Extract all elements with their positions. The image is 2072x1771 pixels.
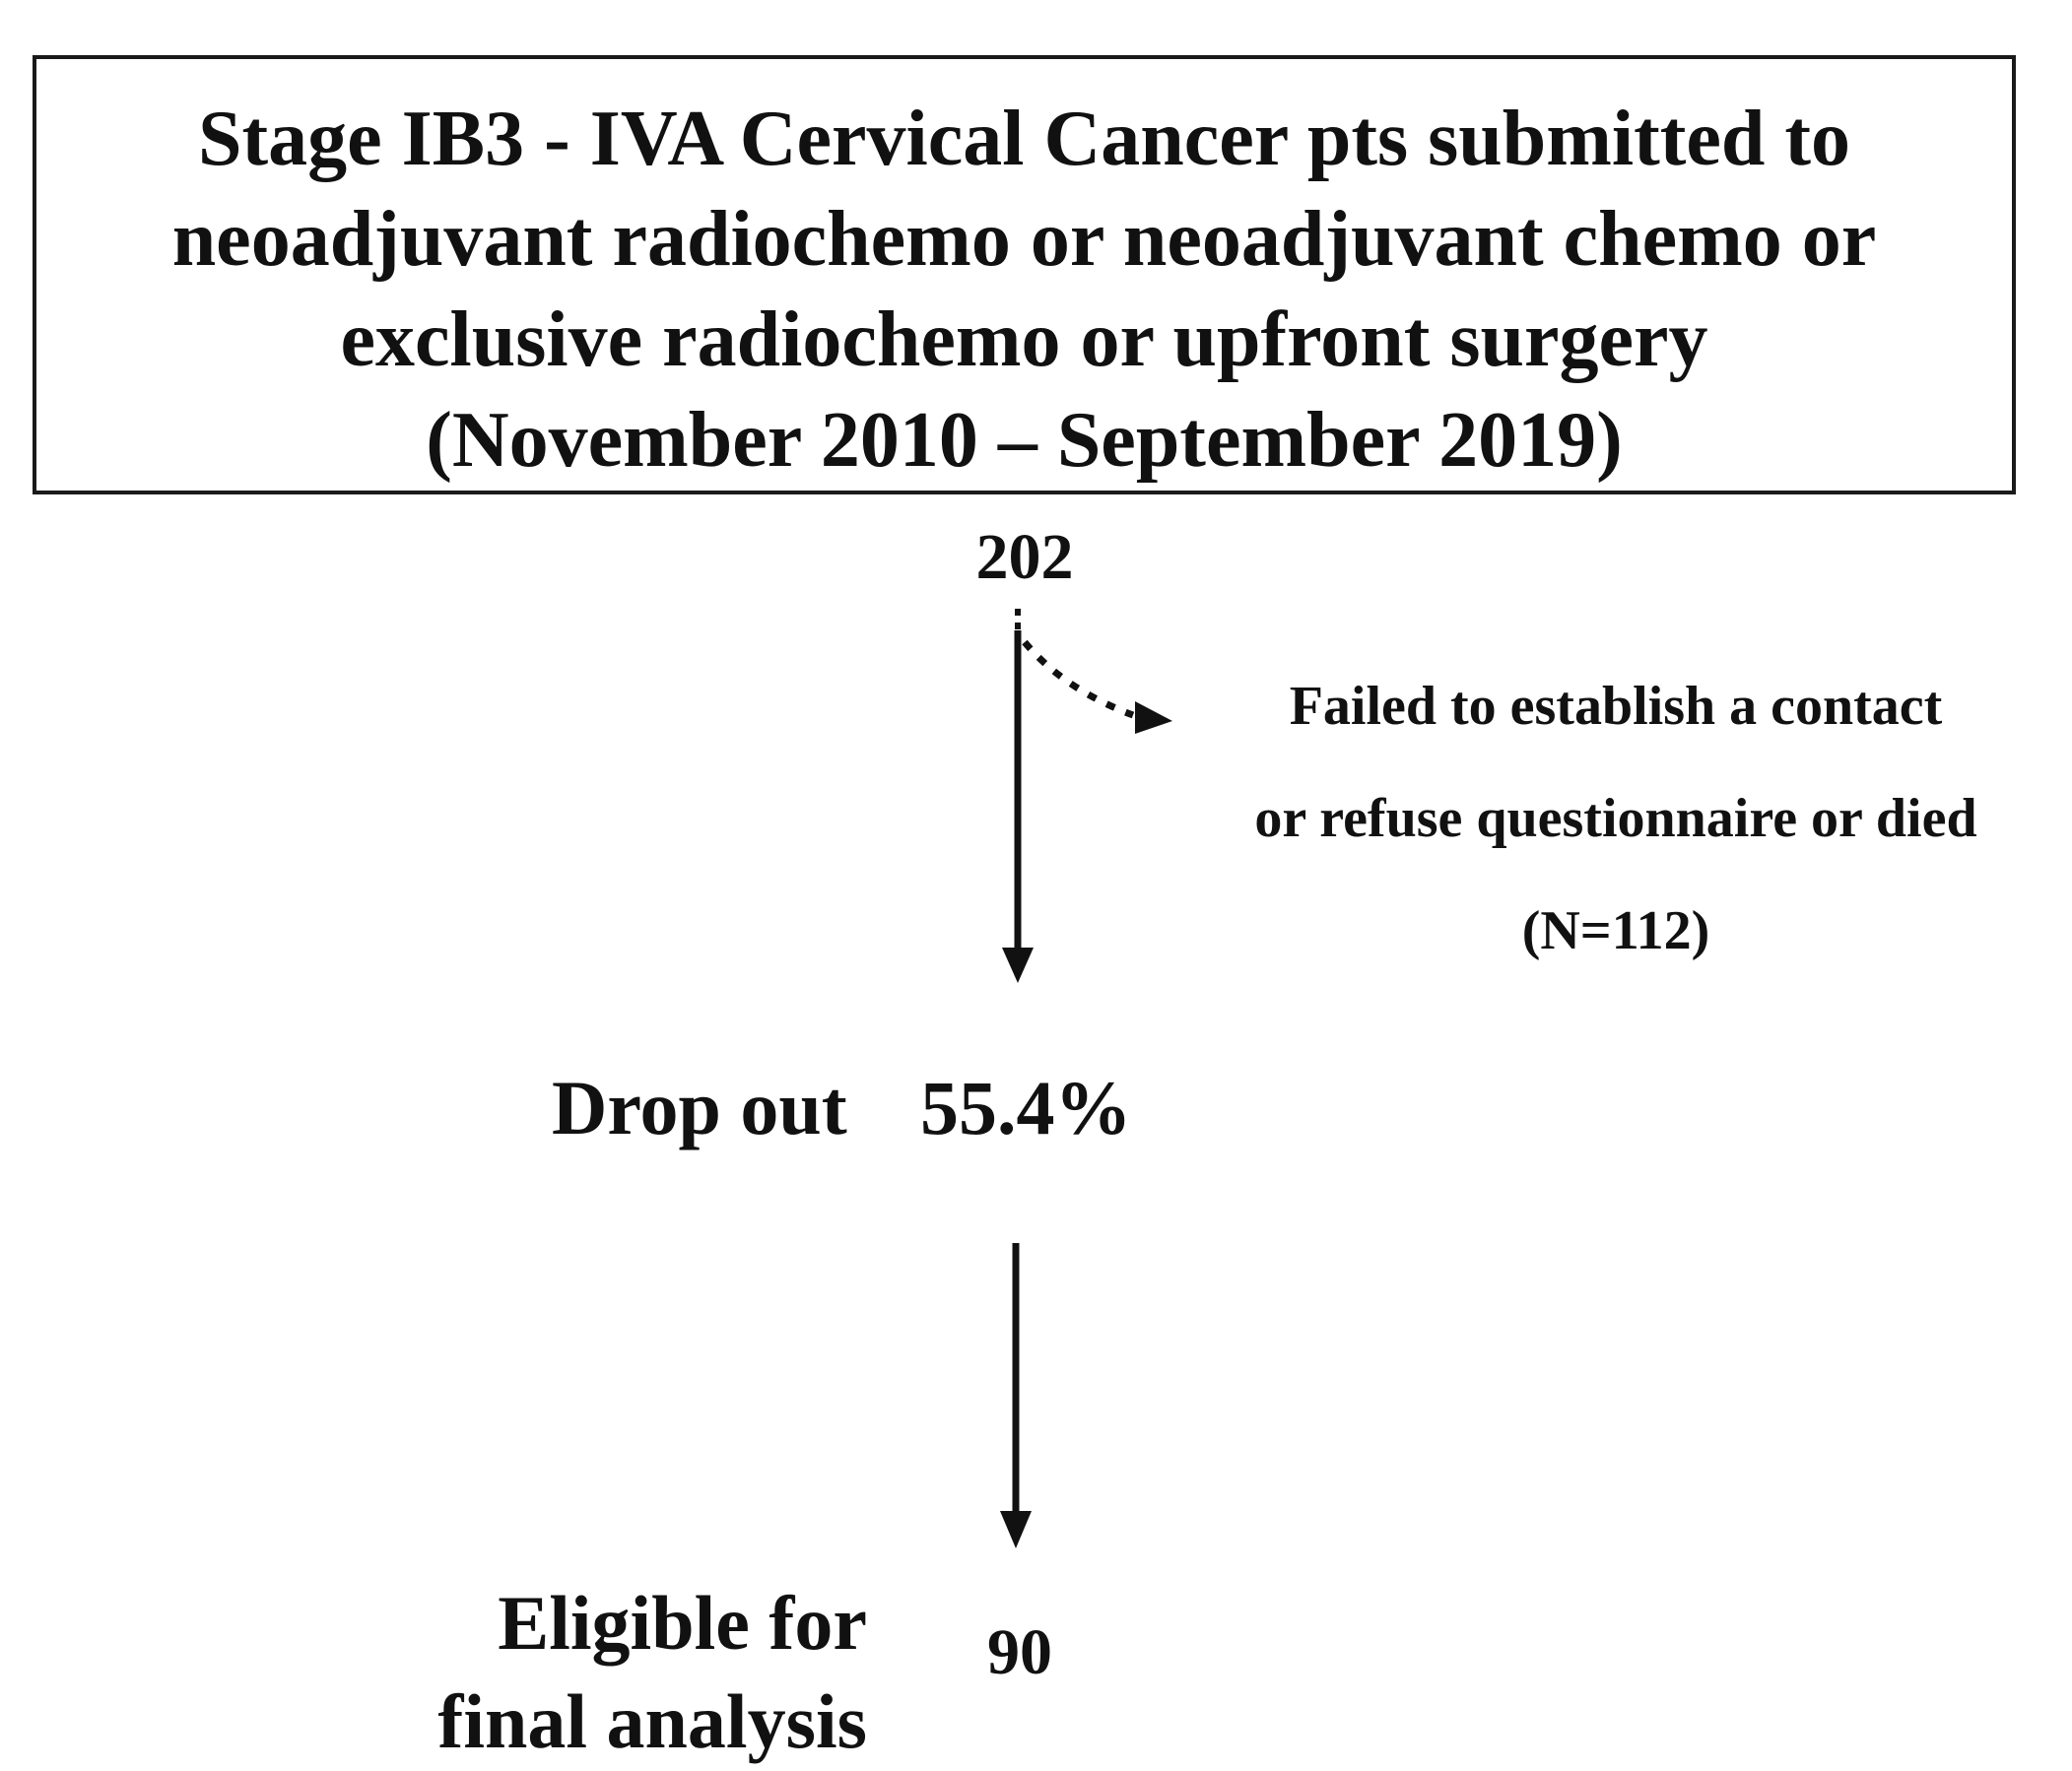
header-line-2: neoadjuvant radiochemo or neoadjuvant chemo or bbox=[171, 196, 1877, 283]
header-line-4: (November 2010 – September 2019) bbox=[426, 397, 1623, 484]
header-line-1: Stage IB3 - IVA Cervical Cancer pts submitted to bbox=[198, 96, 1850, 182]
eligible-line-2: final analysis bbox=[437, 1678, 867, 1764]
header-line-3: exclusive radiochemo or upfront surgery bbox=[340, 296, 1708, 383]
down-arrow-2-head bbox=[1000, 1511, 1032, 1548]
start-count: 202 bbox=[975, 521, 1074, 593]
dropout-label: Drop out bbox=[552, 1065, 847, 1150]
dropout-percentage: 55.4% bbox=[920, 1065, 1132, 1150]
exclusion-branch-head bbox=[1135, 701, 1172, 734]
exclusion-line-1: Failed to establish a contact bbox=[1289, 676, 1943, 737]
down-arrow-1-head bbox=[1002, 948, 1034, 983]
exclusion-count: (N=112) bbox=[1521, 900, 1710, 961]
final-count: 90 bbox=[987, 1616, 1052, 1688]
eligible-line-1: Eligible for bbox=[498, 1580, 867, 1666]
exclusion-branch-dotted bbox=[1025, 642, 1133, 715]
exclusion-line-2: or refuse questionnaire or died bbox=[1254, 788, 1977, 849]
